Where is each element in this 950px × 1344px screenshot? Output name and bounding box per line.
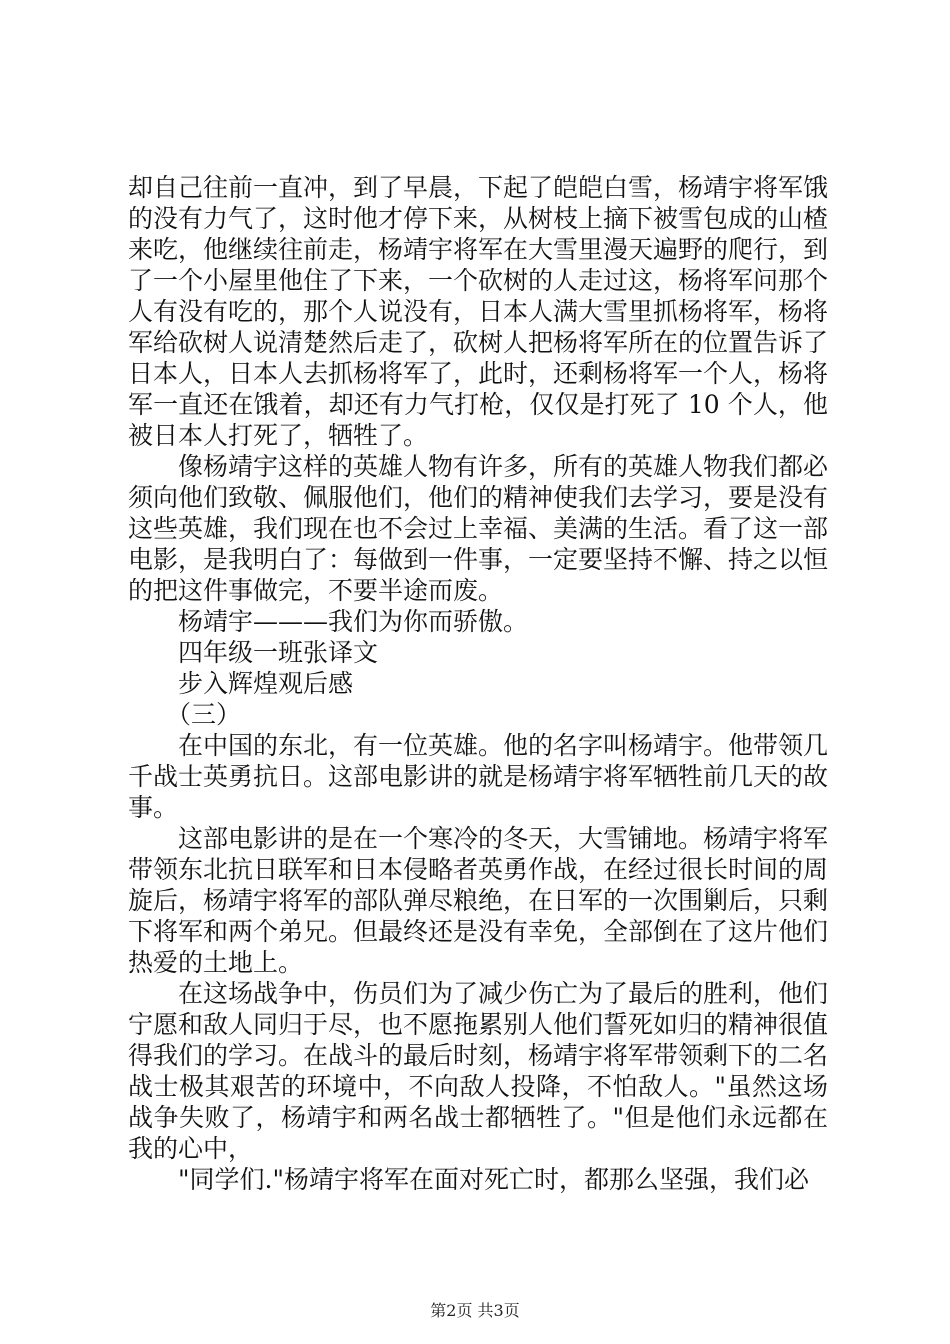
section-number: （三） — [166, 700, 242, 729]
paragraph-classmates: "同学们."杨靖宇将军在面对死亡时，都那么坚强，我们必 — [178, 1165, 809, 1194]
paragraph-intro: 在中国的东北，有一位英雄。他的名字叫杨靖宇。他带领几千战士英勇抗日。这部电影讲的就是杨靖宇将军牺牲前几天的故事。 — [128, 731, 829, 822]
paragraph-story: 这部电影讲的是在一个寒冷的冬天，大雪铺地。杨靖宇将军带领东北抗日联军和日本侵略者英勇作战，在经过很长时间的周旋后，杨靖宇将军的部队弹尽粮绝，在日军的一次围剿后，只剩下将军和两个弟兄。但最终还是没有幸免，全部倒在了这片他们热爱的土地上。 — [128, 824, 829, 977]
closing-line: 杨靖宇———我们为你而骄傲。 — [178, 607, 529, 636]
paragraph-continuation: 却自己往前一直冲，到了早晨，下起了皑皑白雪，杨靖宇将军饿的没有力气了，这时他才停下来，从树枝上摘下被雪包成的山楂来吃，他继续往前走，杨靖宇将军在大雪里漫天遍野的爬行，到了一个小屋里他住了下来，一个砍树的人走过这，杨将军问那个人有没有吃的，那个人说没有，日本人满大雪里抓杨将军，杨将军给砍树人说清楚然后走了，砍树人把杨将军所在的位置告诉了日本人，日本人去抓杨将军了，此时，还剩杨将军一个人，杨将军一直还在饿着，却还有力气打枪，仅仅是打死了 10 个人，他被日本人打死了，牺牲了。 — [128, 173, 829, 450]
author-line: 四年级一班张译文 — [178, 638, 379, 667]
paragraph-heroes: 像杨靖宇这样的英雄人物有许多，所有的英雄人物我们都必须向他们致敬、佩服他们，他们的精神使我们去学习，要是没有这些英雄，我们现在也不会过上幸福、美满的生活。看了这一部电影，是我明白了：每做到一件事，一定要坚持不懈、持之以恒的把这件事做完，不要半途而废。 — [128, 452, 829, 605]
essay-title: 步入辉煌观后感 — [178, 669, 354, 698]
document-body — [128, 172, 828, 1195]
paragraph-battle: 在这场战争中，伤员们为了减少伤亡为了最后的胜利，他们宁愿和敌人同归于尽，也不愿拖累别人他们誓死如归的精神很值得我们的学习。在战斗的最后时刻，杨靖宇将军带领剩下的二名战士极其艰苦的环境中，不向敌人投降，不怕敌人。"虽然这场战争失败了，杨靖宇和两名战士都牺牲了。"但是他们永远都在我的心中， — [128, 979, 829, 1163]
page-footer: 第2页 共3页 — [430, 1301, 520, 1320]
